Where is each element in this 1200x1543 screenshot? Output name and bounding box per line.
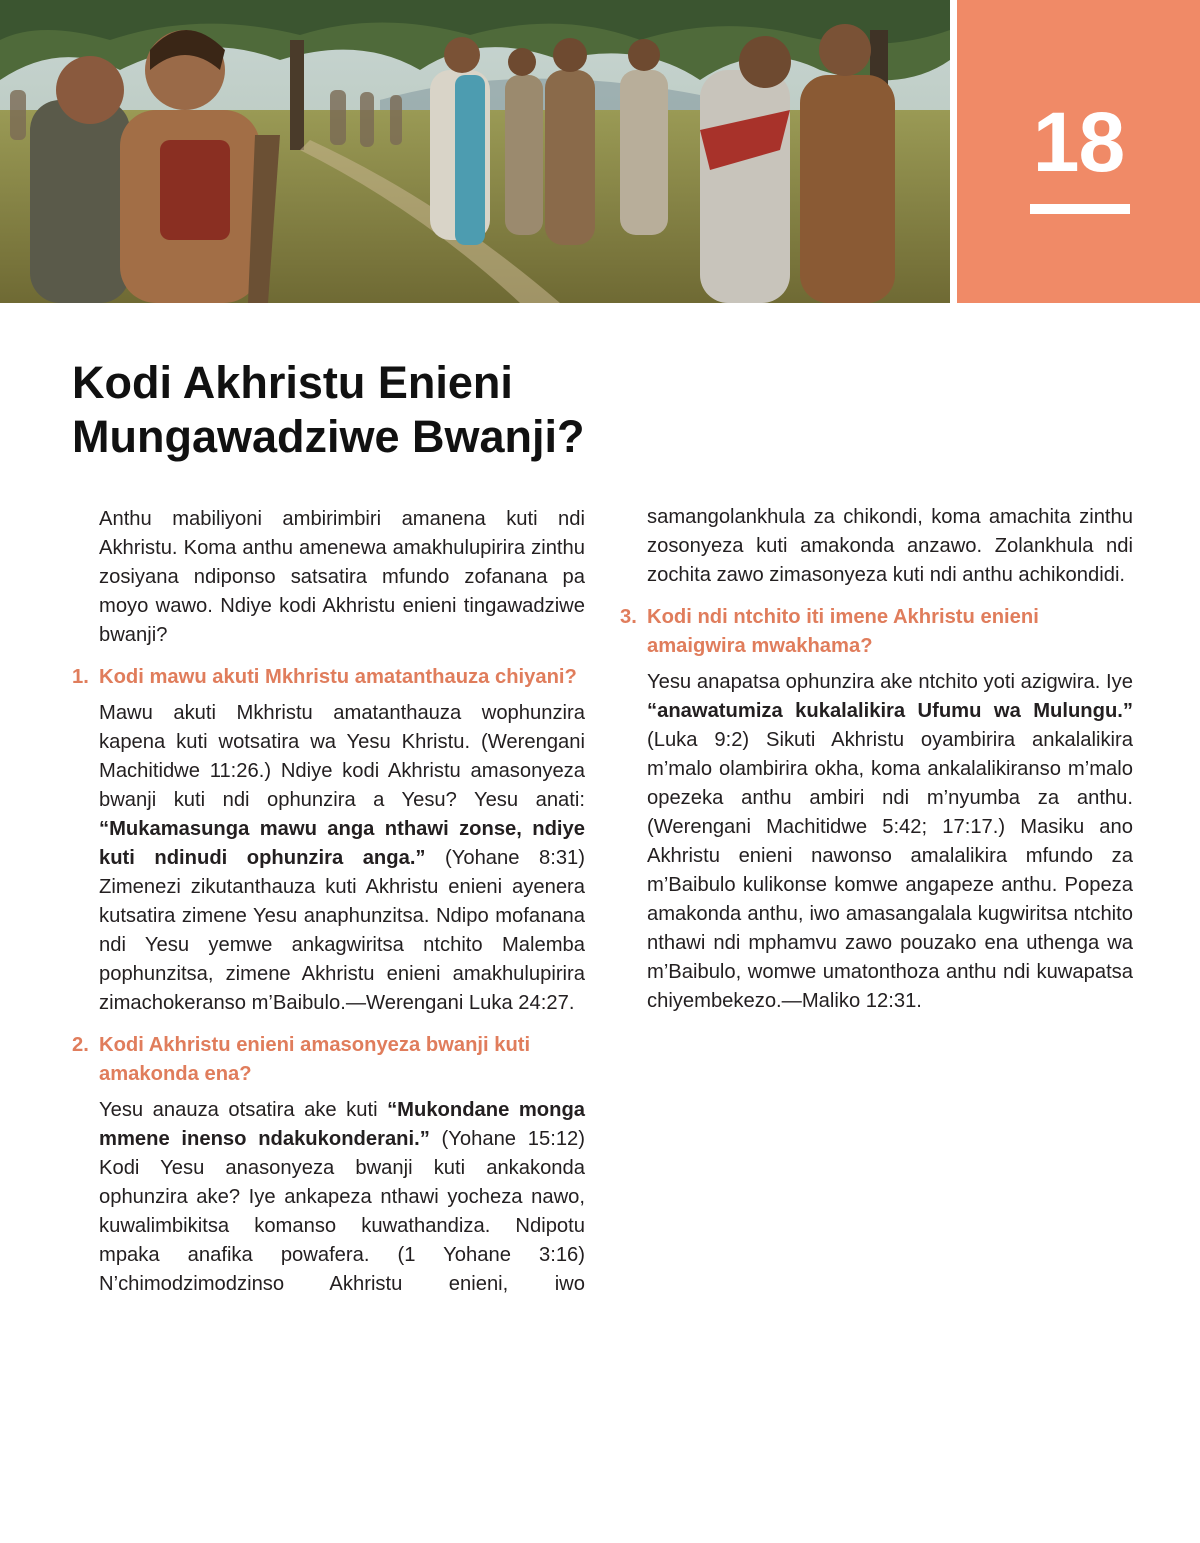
right-column <box>620 503 1133 1016</box>
answer-2-text-a: Yesu anauza otsatira ake kuti <box>99 1099 388 1121</box>
answer-2-quote: “Mukondane monga mmene inenso ndakukonderani.” <box>99 1099 586 1150</box>
answer-1-text-a: Mawu akuti Mkhristu amatanthauza wophunzira kapena kuti wotsatira wa Yesu Khristu. (Werengani Machitidwe 11:26.) Ndiye kodi Akhristu amasonyeza bwanji kuti ndi ophunzira a Yesu? Yesu anati: <box>99 702 585 811</box>
answer-3-paragraph <box>647 668 1133 1016</box>
answer-2-continued: samangolankhula za chikondi, koma amachita zinthu zosonyeza kuti amakonda anzawo. Zolankhula ndi zochita zawo zimasonyeza kuti ndi anthu achikondidi. <box>647 506 1133 586</box>
answer-1-paragraph <box>99 699 585 1018</box>
intro-paragraph: Anthu mabiliyoni ambirimbiri amanena kuti ndi Akhristu. Koma anthu amenewa amakhulupirira zinthu zosiyana ndiponso satsatira mfundo zofanana pa moyo wawo. Ndiye kodi Akhristu enieni tingawadziwe bwanji? <box>99 508 585 646</box>
question-1-heading <box>72 663 585 692</box>
answer-3-text-b: (Luka 9:2) Sikuti Akhristu oyambirira ankalalikira m’malo olambirira okha, koma ankalalikiranso m’malo opezeka anthu ambiri ndi m’nyumba za anthu. (Werengani Machitidwe 5:42; 17:17.) Masiku ano Akhristu enieni nawonso amalalikira mfundo za m’Baibulo kulikonse komwe angapeze anthu. Popeza amakonda anthu, iwo amasangalala kugwiritsa ntchito nthawi ndi mphamvu zawo pouzako ena uthenga wa m’Baibulo, womwe umatonthoza anthu ndi kuwapatsa chiyembekezo.—Maliko 12:31. <box>647 729 1133 1012</box>
answer-3-text-a: Yesu anapatsa ophunzira ake ntchito yoti azigwira. Iye <box>647 671 1133 693</box>
page-title <box>72 356 772 464</box>
answer-2-text-b: (Yohane 15:12) Kodi Yesu anasonyeza bwanji kuti ankakonda ophunzira ake? Iye ankapeza nthawi yocheza nawo, kuwalimbikitsa komanso kuwathandiza. Ndipotu mpaka anafika powafera. (1 Yohane 3:16) N’chimodzimodzinso Akhristu enieni, iwo <box>99 1128 585 1295</box>
lesson-number-badge <box>957 0 1200 303</box>
question-3-number: 3. <box>620 606 637 628</box>
badge-rule <box>1030 204 1130 214</box>
question-1-text: Kodi mawu akuti Mkhristu amatanthauza chiyani? <box>99 666 577 688</box>
lesson-number: 18 <box>1032 95 1125 189</box>
title-line-2: Mungawadziwe Bwanji? <box>72 411 585 462</box>
answer-1-text-b: (Yohane 8:31) Zimenezi zikutanthauza kuti Akhristu enieni ayenera kutsatira zimene Yesu anaphunzitsa. Ndipo mofanana ndi Yesu yemwe ankagwiritsa ntchito Malemba pophunzitsa, zimene Akhristu enieni amakhulupirira zimachokeranso m’Baibulo.—Werengani Luka 24:27. <box>99 847 585 1014</box>
question-3-heading <box>620 603 1133 661</box>
title-line-1: Kodi Akhristu Enieni <box>72 357 513 408</box>
hero-illustration <box>0 0 950 303</box>
question-2-text: Kodi Akhristu enieni amasonyeza bwanji kuti amakonda ena? <box>99 1034 531 1085</box>
answer-2-paragraph <box>99 1096 585 1299</box>
question-1-number: 1. <box>72 666 89 688</box>
question-2-heading <box>72 1031 585 1089</box>
answer-3-quote: “anawatumiza kukalalikira Ufumu wa Mulungu.” <box>647 700 1133 722</box>
answer-1-quote: “Mukamasunga mawu anga nthawi zonse, ndiye kuti ndinudi ophunzira anga.” <box>99 818 585 869</box>
left-column <box>72 505 586 1299</box>
question-2-number: 2. <box>72 1034 89 1056</box>
question-3-text: Kodi ndi ntchito iti imene Akhristu enieni amaigwira mwakhama? <box>647 606 1039 657</box>
